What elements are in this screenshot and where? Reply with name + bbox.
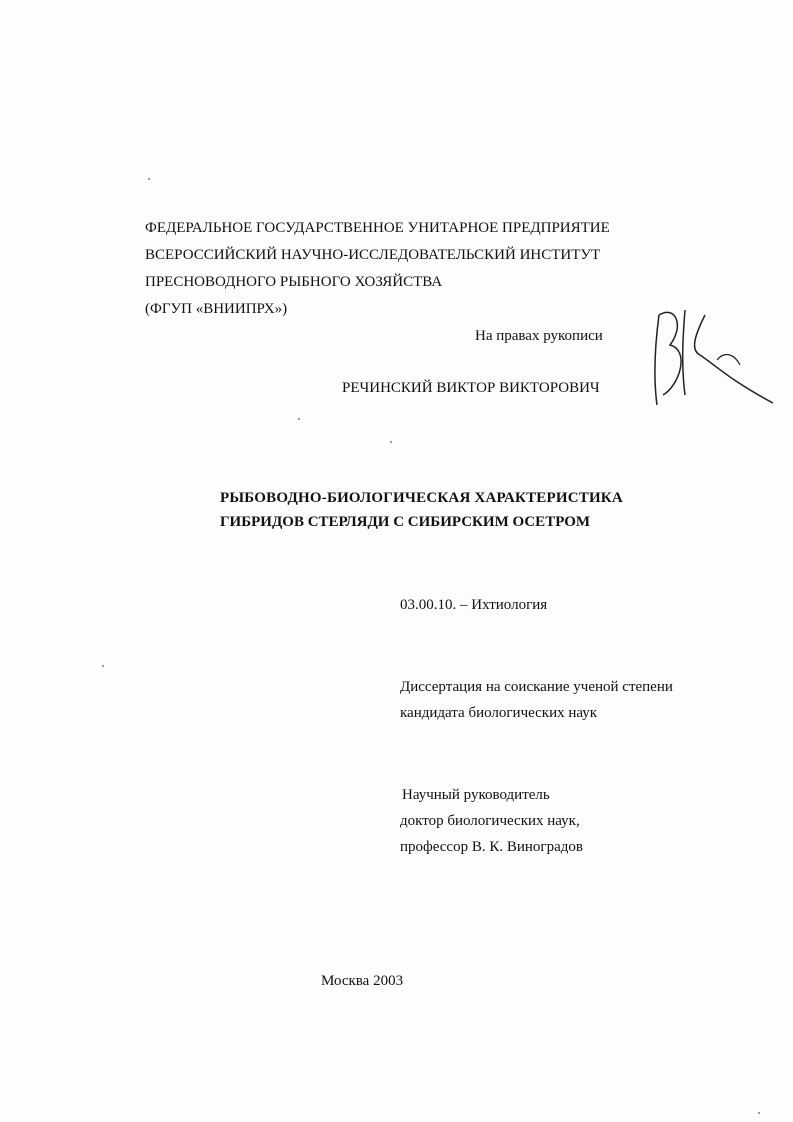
title-line-1: РЫБОВОДНО-БИОЛОГИЧЕСКАЯ ХАРАКТЕРИСТИКА <box>220 490 623 506</box>
scan-speck <box>102 665 104 667</box>
specialty: 03.00.10. – Ихтиология <box>400 597 548 613</box>
signature <box>645 295 780 410</box>
title-line-2: ГИБРИДОВ СТЕРЛЯДИ С СИБИРСКИМ ОСЕТРОМ <box>220 514 591 530</box>
scan-speck <box>298 418 300 420</box>
supervisor-line-2: доктор биологических наук, <box>400 813 580 829</box>
author-name: РЕЧИНСКИЙ ВИКТОР ВИКТОРОВИЧ <box>342 380 600 396</box>
org-line-3: ПРЕСНОВОДНОГО РЫБНОГО ХОЗЯЙСТВА <box>145 274 443 290</box>
supervisor-line-3: профессор В. К. Виноградов <box>400 839 583 855</box>
org-line-2: ВСЕРОССИЙСКИЙ НАУЧНО-ИССЛЕДОВАТЕЛЬСКИЙ ИНСТИТУТ <box>145 247 601 263</box>
org-line-4: (ФГУП «ВНИИПРХ») <box>145 301 288 317</box>
degree-line-1: Диссертация на соискание ученой степени <box>400 679 673 695</box>
degree-line-2: кандидата биологических наук <box>400 705 598 721</box>
scan-speck <box>390 441 392 443</box>
manuscript-note: На правах рукописи <box>475 328 603 344</box>
scan-speck <box>148 178 150 180</box>
supervisor-line-1: Научный руководитель <box>402 787 550 803</box>
org-line-1: ФЕДЕРАЛЬНОЕ ГОСУДАРСТВЕННОЕ УНИТАРНОЕ ПРЕДПРИЯТИЕ <box>145 220 610 236</box>
scan-speck <box>758 1112 760 1114</box>
place-year: Москва 2003 <box>321 973 404 989</box>
